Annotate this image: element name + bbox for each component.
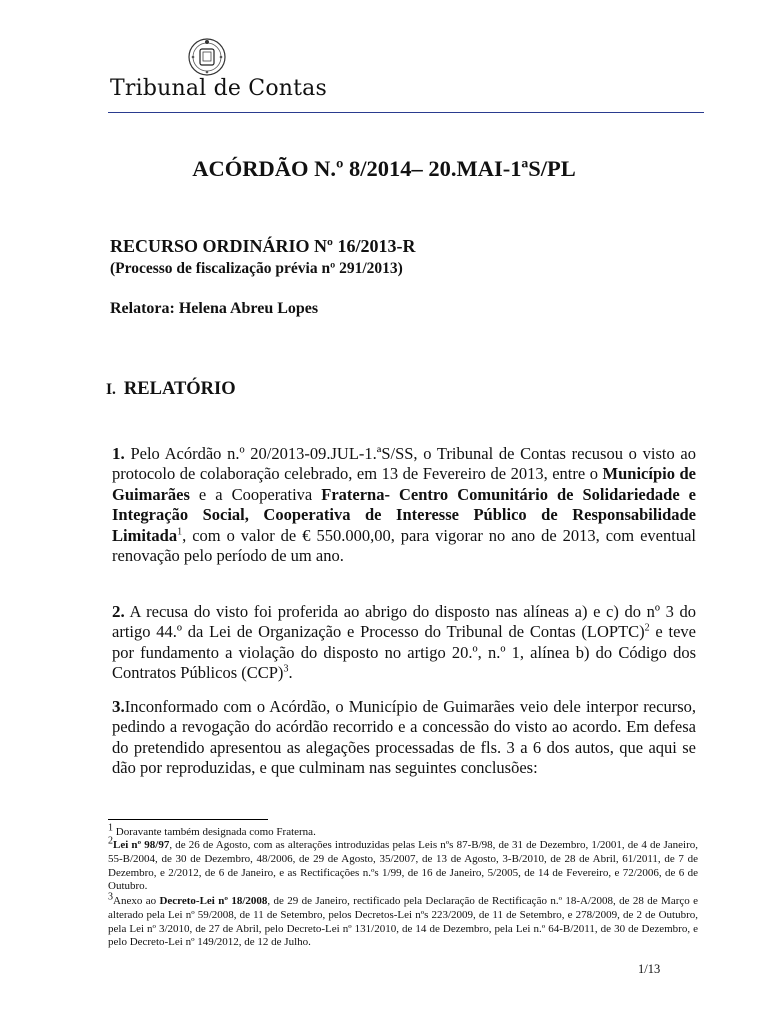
paragraph-bold-text: Fraterna- Centro Comunitário de Solidariedade e Integração Social, Cooperativa de Interesse Público de Responsabilidade Limitada	[112, 484, 696, 545]
paragraph-number: 1.	[112, 444, 125, 463]
footnote-ref[interactable]: 1	[177, 526, 183, 538]
paragraph-2	[112, 602, 696, 684]
paragraph-text: A recusa do visto foi proferida ao abrigo do disposto nas alíneas a) e c) do nº 3 do artigo 44.º da Lei de Organização e Processo do Tribunal de Contas (LOPTC)	[112, 602, 696, 642]
footnote-ref[interactable]: 2	[644, 622, 650, 634]
paragraph-1	[112, 444, 696, 566]
section-number: I.	[106, 381, 116, 398]
organization-name: Tribunal de Contas	[110, 76, 327, 101]
paragraph-number: 2.	[112, 602, 125, 621]
header-divider	[108, 112, 704, 113]
rapporteur-line: Relatora: Helena Abreu Lopes	[110, 300, 319, 317]
footnote-text: Anexo ao	[113, 895, 160, 907]
paragraph-text: e a Cooperativa	[189, 484, 322, 504]
footnote-3	[108, 891, 698, 950]
paragraph-text: , com o valor de € 550.000,00, para vigorar no ano de 2013, com eventual renovação pelo período de um ano.	[112, 525, 696, 566]
appeal-title: RECURSO ORDINÁRIO Nº 16/2013-R	[110, 236, 416, 256]
footnote-1	[108, 822, 698, 840]
footnote-text: Doravante também designada como Fraterna.	[113, 826, 316, 838]
paragraph-text: .	[288, 663, 293, 683]
section-heading	[106, 379, 236, 400]
paragraph-bold-text: Município de Guimarães	[112, 464, 696, 504]
paragraph-text: Pelo Acórdão n.º 20/2013-09.JUL-1.ªS/SS, o Tribunal de Contas recusou o visto ao protocolo de colaboração celebrado, em 13 de Fevereiro de 2013, entre o	[112, 444, 696, 484]
process-reference: (Processo de fiscalização prévia nº 291/2013)	[110, 260, 403, 277]
footnote-number: 1	[108, 822, 113, 834]
footnote-ref[interactable]: 3	[283, 663, 289, 675]
footnote-bold-text: Lei nº 98/97	[113, 839, 170, 851]
paragraph-text: Inconformado com o Acórdão, o Município de Guimarães veio dele interpor recurso, pedindo a revogação do acórdão recorrido e a concessão do visto ao acordo. Em defesa do pretendido apresentou as alegações processadas de fls. 3 a 6 dos autos, que aqui se dão por reproduzidas, e que culminam nas seguintes conclusões:	[112, 697, 696, 778]
footnote-number: 2	[108, 835, 113, 847]
footnote-divider	[108, 819, 268, 820]
paragraph-text: e teve por fundamento a violação do disposto no artigo 20.º, n.º 1, alínea b) do Código dos Contratos Públicos (CCP)	[112, 622, 697, 683]
footnote-number: 3	[108, 891, 113, 903]
footnote-text: , de 29 de Janeiro, rectificado pela Declaração de Rectificação n.º 18-A/2008, de 28 de Março e alterado pela Lei nº 59/2008, de 11 de Setembro, pelos Decretos-Lei nºs 223/2009, de 11 de Setembro, e 278/2009, de 2 de Outubro, pela Lei nº 3/2010, de 27 de Abril, pelo Decreto-Lei nº 131/2010, de 14 de Dezembro, pela Lei n.º 64-B/2011, de 30 de Dezembro, e pelo Decreto-Lei nº 149/2012, de 12 de Julho.	[108, 895, 698, 949]
paragraph-3	[112, 697, 696, 779]
section-title: RELATÓRIO	[123, 379, 236, 399]
paragraph-number: 3.	[112, 697, 125, 716]
footnote-bold-text: Decreto-Lei nº 18/2008	[159, 895, 268, 907]
document-title: ACÓRDÃO N.º 8/2014– 20.MAI-1ªS/PL	[192, 156, 576, 181]
footnote-2	[108, 835, 698, 894]
footnote-text: , de 26 de Agosto, com as alterações introduzidas pelas Leis nºs 87-B/98, de 31 de Dezembro, 1/2001, de 4 de Janeiro, 55-B/2004, de 30 de Dezembro, 48/2006, de 29 de Agosto, 35/2007, de 13 de Agosto, 3-B/2010, de 28 de Abril, 61/2011, de 7 de Dezembro, e 2/2012, de 6 de Janeiro, e as Rectificações n.ºs 1/99, de 16 de Janeiro, 5/2005, de 14 de Fevereiro, e 72/2006, de 6 de Outubro.	[108, 839, 698, 893]
page-number: 1/13	[638, 962, 661, 976]
coat-of-arms-icon	[187, 36, 227, 78]
